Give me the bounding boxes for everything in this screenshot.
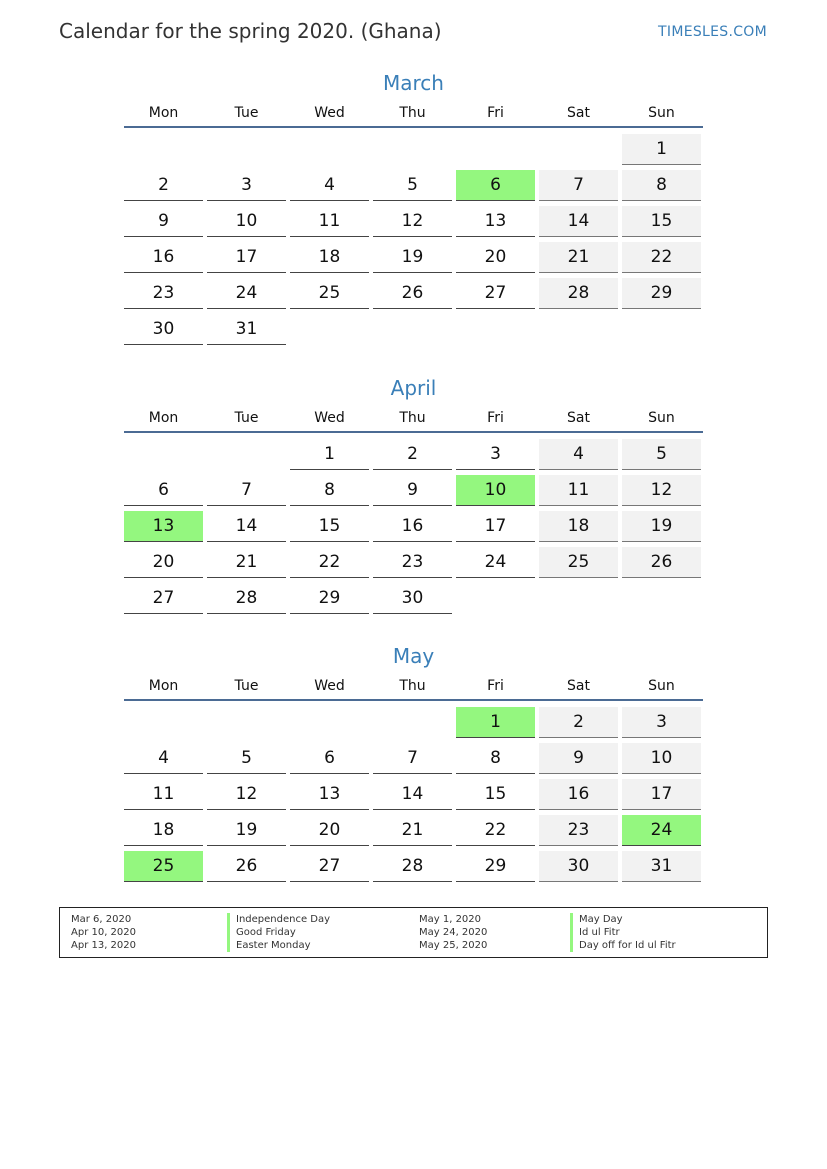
- week-row: [124, 314, 703, 350]
- day-cell: 8: [456, 743, 535, 774]
- holiday-day-cell: 1: [456, 707, 535, 738]
- day-cell: 12: [207, 779, 286, 810]
- month-march: [124, 68, 703, 350]
- day-cell: 3: [456, 439, 535, 470]
- day-cell: 26: [373, 278, 452, 309]
- weekday-label: Wed: [314, 678, 345, 694]
- day-cell: 23: [373, 547, 452, 578]
- weekend-day-cell: 7: [539, 170, 618, 201]
- weekday-label: Sun: [648, 410, 675, 426]
- weekend-day-cell: 25: [539, 547, 618, 578]
- week-row: [124, 815, 703, 851]
- day-cell: 21: [207, 547, 286, 578]
- empty-day-cell: [456, 134, 535, 164]
- weekend-day-cell: 5: [622, 439, 701, 470]
- weekend-day-cell: 17: [622, 779, 701, 810]
- week-row: [124, 707, 703, 743]
- legend-date: May 1, 2020: [419, 914, 482, 925]
- day-cell: 15: [456, 779, 535, 810]
- page-title: Calendar for the spring 2020. (Ghana): [59, 19, 442, 43]
- empty-day-cell: [539, 134, 618, 164]
- day-cell: 25: [290, 278, 369, 309]
- weekday-label: Mon: [148, 105, 179, 121]
- empty-day-cell: [290, 707, 369, 737]
- weekend-day-cell: 16: [539, 779, 618, 810]
- week-row: [124, 743, 703, 779]
- day-cell: 14: [373, 779, 452, 810]
- legend-holiday-name: Good Friday: [227, 926, 330, 939]
- month-april: [124, 373, 703, 619]
- weekday-label: Sat: [567, 678, 590, 694]
- legend-holiday-name: Id ul Fitr: [570, 926, 676, 939]
- site-link[interactable]: TIMESLES.COM: [658, 24, 767, 40]
- empty-day-cell: [290, 134, 369, 164]
- month-title: April: [390, 376, 437, 400]
- day-cell: 16: [373, 511, 452, 542]
- day-cell: 24: [207, 278, 286, 309]
- month-title: May: [392, 644, 435, 668]
- week-row: [124, 547, 703, 583]
- legend-dates-left: [71, 913, 136, 952]
- weekday-label: Tue: [234, 410, 259, 426]
- empty-day-cell: [207, 707, 286, 737]
- weekend-day-cell: 19: [622, 511, 701, 542]
- weekday-label: Mon: [148, 678, 179, 694]
- day-cell: 20: [124, 547, 203, 578]
- day-cell: 21: [373, 815, 452, 846]
- weekend-day-cell: 28: [539, 278, 618, 309]
- day-cell: 13: [456, 206, 535, 237]
- weekday-header: [124, 407, 703, 437]
- day-cell: 29: [456, 851, 535, 882]
- day-cell: 15: [290, 511, 369, 542]
- day-cell: 18: [124, 815, 203, 846]
- month-title: March: [383, 71, 444, 95]
- day-cell: 29: [290, 583, 369, 614]
- day-cell: 4: [290, 170, 369, 201]
- empty-day-cell: [124, 134, 203, 164]
- week-row: [124, 134, 703, 170]
- day-cell: 23: [124, 278, 203, 309]
- holiday-day-cell: 25: [124, 851, 203, 882]
- empty-day-cell: [373, 314, 452, 344]
- day-cell: 17: [207, 242, 286, 273]
- day-cell: 18: [290, 242, 369, 273]
- weekend-day-cell: 31: [622, 851, 701, 882]
- day-cell: 27: [456, 278, 535, 309]
- day-grid: [124, 439, 703, 619]
- weekday-label: Sun: [648, 105, 675, 121]
- week-row: [124, 779, 703, 815]
- weekend-day-cell: 9: [539, 743, 618, 774]
- week-row: [124, 170, 703, 206]
- holiday-day-cell: 13: [124, 511, 203, 542]
- legend-holiday-name: May Day: [570, 913, 676, 926]
- weekday-label: Tue: [234, 678, 259, 694]
- empty-day-cell: [539, 583, 618, 613]
- week-row: [124, 278, 703, 314]
- weekend-day-cell: 18: [539, 511, 618, 542]
- day-cell: 28: [373, 851, 452, 882]
- empty-day-cell: [373, 134, 452, 164]
- day-cell: 17: [456, 511, 535, 542]
- day-cell: 30: [373, 583, 452, 614]
- weekend-day-cell: 15: [622, 206, 701, 237]
- week-row: [124, 851, 703, 887]
- legend-holiday-name: Easter Monday: [227, 939, 330, 952]
- day-cell: 14: [207, 511, 286, 542]
- weekend-day-cell: 21: [539, 242, 618, 273]
- weekend-day-cell: 8: [622, 170, 701, 201]
- empty-day-cell: [622, 583, 701, 613]
- day-cell: 2: [124, 170, 203, 201]
- weekend-day-cell: 14: [539, 206, 618, 237]
- weekend-day-cell: 30: [539, 851, 618, 882]
- empty-day-cell: [207, 134, 286, 164]
- empty-day-cell: [456, 583, 535, 613]
- weekday-label: Fri: [487, 410, 504, 426]
- weekday-header: [124, 675, 703, 705]
- empty-day-cell: [290, 314, 369, 344]
- legend-dates-right: [419, 913, 487, 952]
- weekday-label: Sun: [648, 678, 675, 694]
- day-cell: 19: [207, 815, 286, 846]
- legend-date: Apr 13, 2020: [71, 940, 137, 951]
- day-cell: 20: [290, 815, 369, 846]
- day-cell: 4: [124, 743, 203, 774]
- day-cell: 6: [290, 743, 369, 774]
- legend-date: Apr 10, 2020: [71, 927, 137, 938]
- day-cell: 7: [373, 743, 452, 774]
- weekend-day-cell: 2: [539, 707, 618, 738]
- day-cell: 1: [290, 439, 369, 470]
- day-cell: 19: [373, 242, 452, 273]
- weekday-label: Tue: [234, 105, 259, 121]
- weekday-label: Sat: [567, 105, 590, 121]
- day-cell: 11: [124, 779, 203, 810]
- weekday-label: Thu: [399, 105, 426, 121]
- empty-day-cell: [456, 314, 535, 344]
- weekday-label: Fri: [487, 678, 504, 694]
- day-cell: 30: [124, 314, 203, 345]
- day-cell: 20: [456, 242, 535, 273]
- weekend-day-cell: 10: [622, 743, 701, 774]
- empty-day-cell: [539, 314, 618, 344]
- day-cell: 13: [290, 779, 369, 810]
- empty-day-cell: [622, 314, 701, 344]
- day-cell: 7: [207, 475, 286, 506]
- day-grid: [124, 134, 703, 350]
- holiday-day-cell: 6: [456, 170, 535, 201]
- weekday-label: Sat: [567, 410, 590, 426]
- day-cell: 12: [373, 206, 452, 237]
- weekend-day-cell: 23: [539, 815, 618, 846]
- weekday-label: Wed: [314, 410, 345, 426]
- legend-date: May 25, 2020: [419, 940, 488, 951]
- week-row: [124, 475, 703, 511]
- day-cell: 10: [207, 206, 286, 237]
- weekday-label: Thu: [399, 678, 426, 694]
- weekday-label: Wed: [314, 105, 345, 121]
- day-cell: 8: [290, 475, 369, 506]
- weekend-day-cell: 26: [622, 547, 701, 578]
- weekday-header: [124, 102, 703, 132]
- empty-day-cell: [124, 707, 203, 737]
- holiday-day-cell: 24: [622, 815, 701, 846]
- day-cell: 26: [207, 851, 286, 882]
- day-cell: 5: [373, 170, 452, 201]
- empty-day-cell: [207, 439, 286, 469]
- weekend-day-cell: 11: [539, 475, 618, 506]
- legend-names-left: [227, 913, 330, 952]
- day-grid: [124, 707, 703, 887]
- week-row: [124, 439, 703, 475]
- day-cell: 31: [207, 314, 286, 345]
- day-cell: 24: [456, 547, 535, 578]
- month-may: [124, 641, 703, 887]
- weekend-day-cell: 12: [622, 475, 701, 506]
- week-row: [124, 511, 703, 547]
- weekday-label: Fri: [487, 105, 504, 121]
- day-cell: 27: [124, 583, 203, 614]
- weekend-day-cell: 4: [539, 439, 618, 470]
- day-cell: 11: [290, 206, 369, 237]
- weekend-day-cell: 22: [622, 242, 701, 273]
- legend-date: May 24, 2020: [419, 927, 488, 938]
- week-row: [124, 206, 703, 242]
- day-cell: 27: [290, 851, 369, 882]
- weekend-day-cell: 3: [622, 707, 701, 738]
- holiday-day-cell: 10: [456, 475, 535, 506]
- weekday-label: Mon: [148, 410, 179, 426]
- weekend-day-cell: 29: [622, 278, 701, 309]
- day-cell: 9: [373, 475, 452, 506]
- legend-holiday-name: Day off for Id ul Fitr: [570, 939, 676, 952]
- day-cell: 6: [124, 475, 203, 506]
- day-cell: 22: [290, 547, 369, 578]
- weekend-day-cell: 1: [622, 134, 701, 165]
- empty-day-cell: [124, 439, 203, 469]
- legend-holiday-name: Independence Day: [227, 913, 330, 926]
- holiday-legend: [59, 907, 768, 958]
- day-cell: 2: [373, 439, 452, 470]
- empty-day-cell: [373, 707, 452, 737]
- day-cell: 16: [124, 242, 203, 273]
- day-cell: 9: [124, 206, 203, 237]
- day-cell: 22: [456, 815, 535, 846]
- legend-date: Mar 6, 2020: [71, 914, 132, 925]
- week-row: [124, 583, 703, 619]
- day-cell: 5: [207, 743, 286, 774]
- day-cell: 28: [207, 583, 286, 614]
- day-cell: 3: [207, 170, 286, 201]
- weekday-label: Thu: [399, 410, 426, 426]
- week-row: [124, 242, 703, 278]
- legend-names-right: [570, 913, 676, 952]
